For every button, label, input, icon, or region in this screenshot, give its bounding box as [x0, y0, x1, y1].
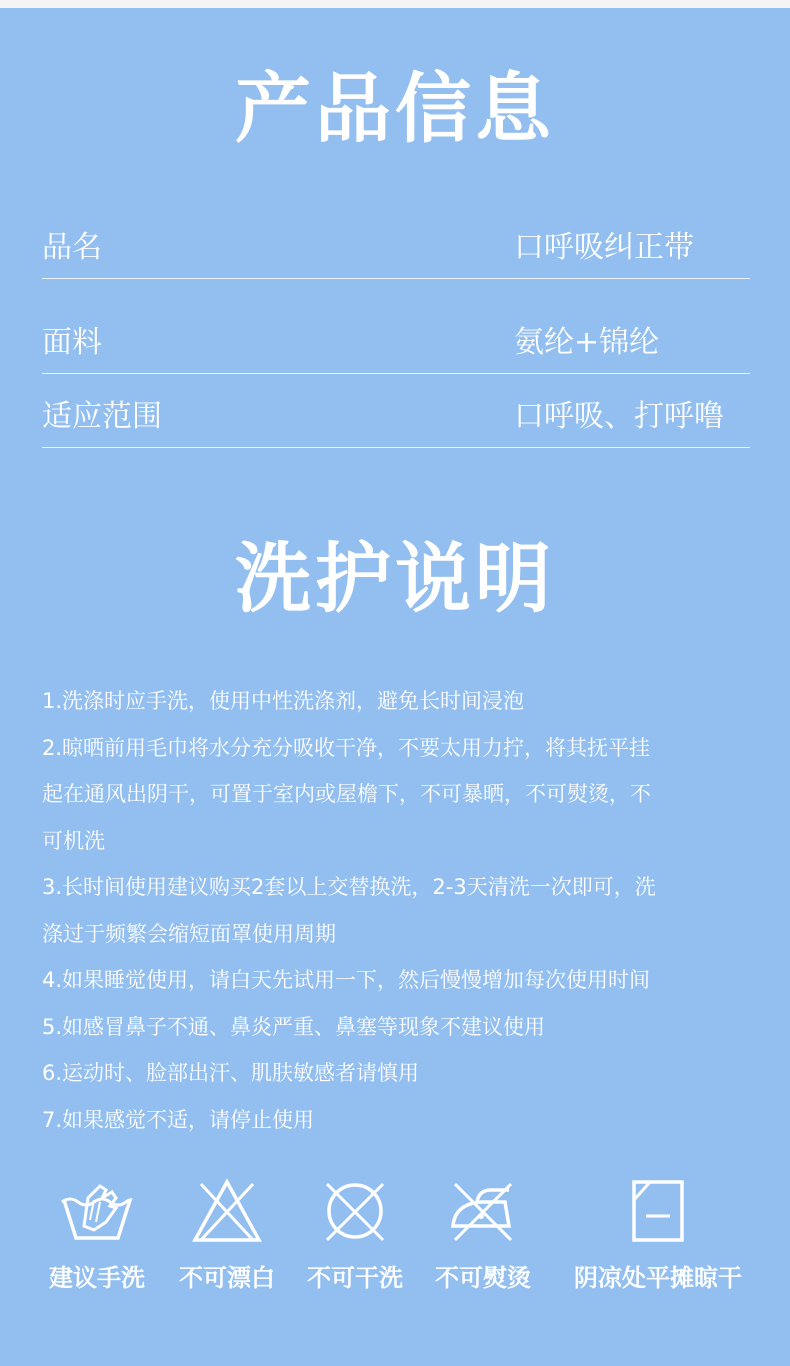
dry-flat-in-shade-icon [628, 1178, 688, 1244]
info-label: 面料 [42, 325, 102, 360]
care-icons [38, 1178, 758, 1298]
hand-wash-icon [60, 1178, 134, 1244]
product-info-title: 产品信息 [235, 64, 555, 153]
care-icon-item [296, 1178, 414, 1293]
care-icon-label: 不可熨烫 [435, 1264, 531, 1292]
info-row-name [42, 218, 750, 279]
info-value: 口呼吸、打呼噜 [514, 399, 724, 434]
no-iron-icon [447, 1178, 519, 1244]
care-icon-item [38, 1178, 156, 1293]
care-icon-label: 不可干洗 [307, 1264, 403, 1292]
care-icon-label: 建议手洗 [49, 1264, 145, 1292]
info-row-fabric [42, 313, 750, 374]
care-line: 涤过于频繁会缩短面罩使用周期 [42, 921, 336, 946]
info-value: 口呼吸纠正带 [514, 230, 694, 265]
care-line: 3.长时间使用建议购买2套以上交替换洗，2-3天清洗一次即可，洗 [42, 875, 656, 899]
care-line: 2.晾晒前用毛巾将水分充分吸收干净，不要太用力拧，将其抚平挂 [42, 735, 651, 760]
care-line: 起在通风出阴干，可置于室内或屋檐下，不可暴晒，不可熨烫，不 [42, 782, 651, 806]
care-icon-label: 不可漂白 [179, 1264, 275, 1292]
care-line: 1.洗涤时应手洗，使用中性洗涤剂，避免长时间浸泡 [42, 689, 525, 713]
care-line: 5.如感冒鼻子不通、鼻炎严重、鼻塞等现象不建议使用 [42, 1014, 546, 1039]
care-icon-label: 阴凉处平摊晾干 [574, 1264, 742, 1292]
care-line: 4.如果睡觉使用，请白天先试用一下，然后慢慢增加每次使用时间 [42, 968, 651, 992]
care-instructions [42, 678, 758, 1143]
care-icon-item [424, 1178, 542, 1293]
top-strip [0, 0, 790, 8]
care-line: 可机洗 [42, 828, 105, 853]
info-row-scope [42, 387, 750, 448]
care-line: 7.如果感觉不适，请停止使用 [42, 1107, 315, 1132]
care-icon-item [558, 1178, 758, 1293]
care-line: 6.运动时、脸部出汗、肌肤敏感者请慎用 [42, 1061, 420, 1085]
info-label: 品名 [42, 230, 102, 265]
no-bleach-icon [191, 1178, 263, 1244]
no-dry-clean-icon [321, 1178, 389, 1244]
care-icon-item [168, 1178, 286, 1293]
info-label: 适应范围 [42, 399, 162, 434]
care-title: 洗护说明 [235, 534, 555, 623]
info-value: 氨纶+锦纶 [514, 325, 660, 360]
